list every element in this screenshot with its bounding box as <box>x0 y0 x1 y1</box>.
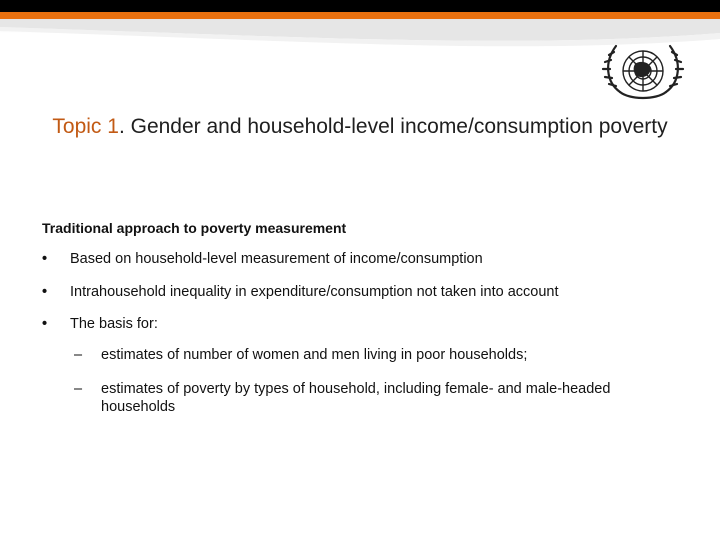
bullet-text: Based on household-level measurement of income/consumption <box>70 251 483 267</box>
section-heading: Traditional approach to poverty measurement <box>42 220 347 236</box>
bullet-text: The basis for: <box>70 316 158 332</box>
title-text: . Gender and household-level income/consumption poverty <box>118 115 668 138</box>
bullet-item <box>42 251 483 267</box>
sub-bullet-item <box>74 346 664 364</box>
top-black-bar <box>0 0 720 12</box>
orange-accent-bar <box>0 12 720 19</box>
sub-bullet-text: estimates of number of women and men living in poor households; <box>101 347 528 363</box>
bullet-item <box>42 284 559 300</box>
bullet-marker: • <box>42 284 48 300</box>
bullet-marker: • <box>42 316 48 332</box>
sub-bullet-marker: – <box>74 381 83 397</box>
sub-bullet-text: estimates of poverty by types of household, including female- and male-headed households <box>101 381 611 415</box>
topic-number: Topic 1 <box>52 115 119 138</box>
slide-title <box>40 112 680 142</box>
sub-bullet-marker: – <box>74 347 83 363</box>
bullet-item <box>42 316 158 332</box>
bullet-text: Intrahousehold inequality in expenditure/consumption not taken into account <box>70 284 559 300</box>
un-emblem-icon <box>598 36 688 110</box>
bullet-marker: • <box>42 251 48 267</box>
sub-bullet-item <box>74 380 634 416</box>
